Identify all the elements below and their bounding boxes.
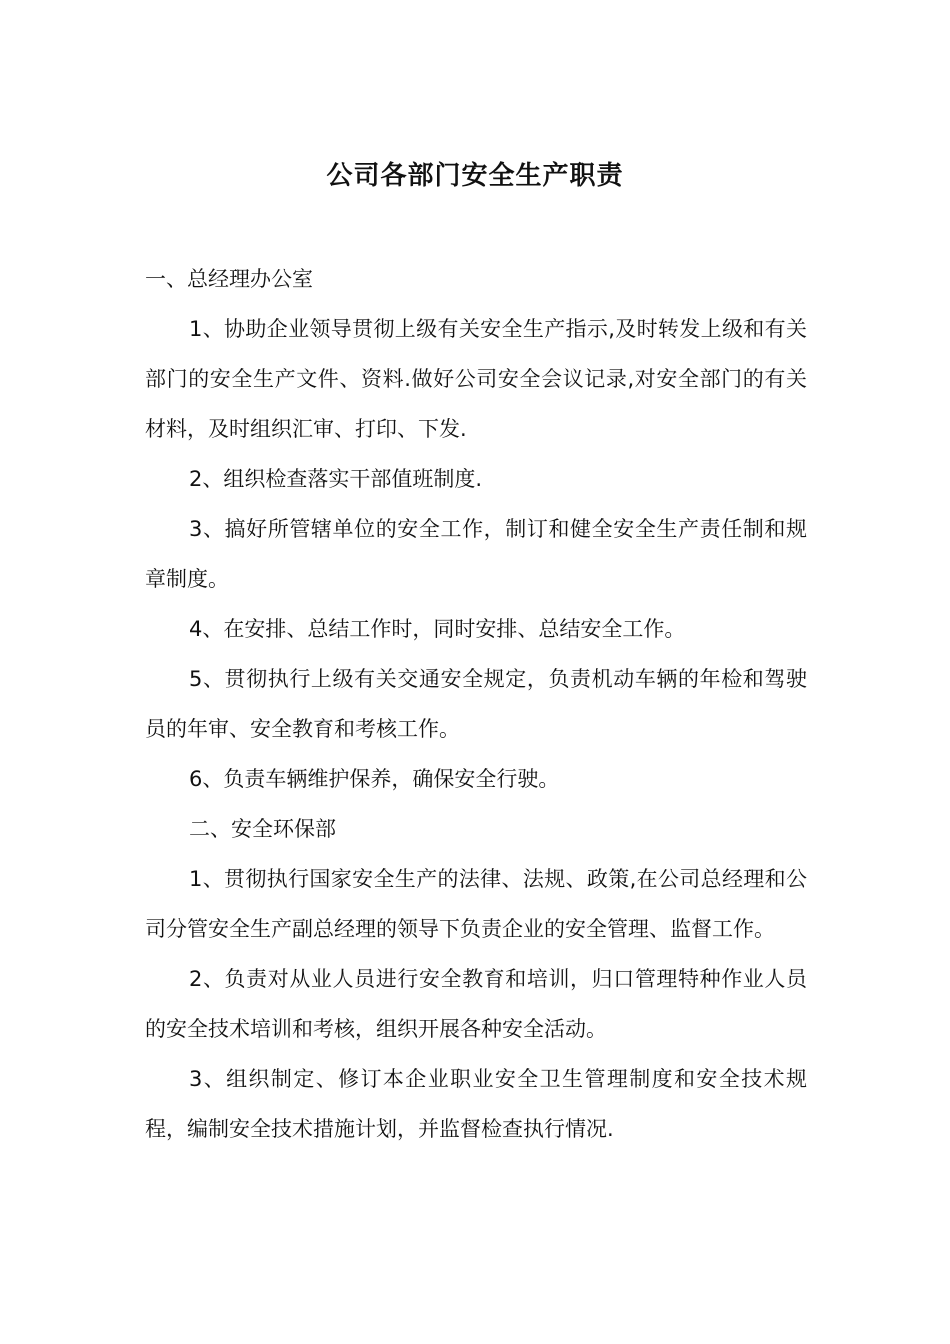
section-heading-safety-env-dept: 二、安全环保部: [189, 817, 336, 841]
document-body: [145, 254, 807, 1154]
paragraph: 2、负责对从业人员进行安全教育和培训，归口管理特种作业人员的安全技术培训和考核，组织开展各种安全活动。: [145, 967, 807, 1041]
paragraph: 3、组织制定、修订本企业职业安全卫生管理制度和安全技术规程，编制安全技术措施计划，并监督检查执行情况.: [145, 1067, 807, 1141]
paragraph: 1、贯彻执行国家安全生产的法律、法规、政策,在公司总经理和公司分管安全生产副总经理的领导下负责企业的安全管理、监督工作。: [145, 867, 807, 941]
document-title: 公司各部门安全生产职责: [326, 161, 624, 191]
paragraph: 6、负责车辆维护保养，确保安全行驶。: [189, 767, 560, 791]
paragraph: 1、协助企业领导贯彻上级有关安全生产指示,及时转发上级和有关部门的安全生产文件、资料.做好公司安全会议记录,对安全部门的有关材料，及时组织汇审、打印、下发.: [145, 317, 807, 441]
paragraph: 3、搞好所管辖单位的安全工作，制订和健全安全生产责任制和规章制度。: [145, 517, 807, 591]
section-heading-general-office: 一、总经理办公室: [145, 267, 313, 291]
paragraph: 2、组织检查落实干部值班制度.: [189, 467, 483, 491]
paragraph: 5、贯彻执行上级有关交通安全规定，负责机动车辆的年检和驾驶员的年审、安全教育和考核工作。: [145, 667, 807, 741]
paragraph: 4、在安排、总结工作时，同时安排、总结安全工作。: [189, 617, 686, 641]
